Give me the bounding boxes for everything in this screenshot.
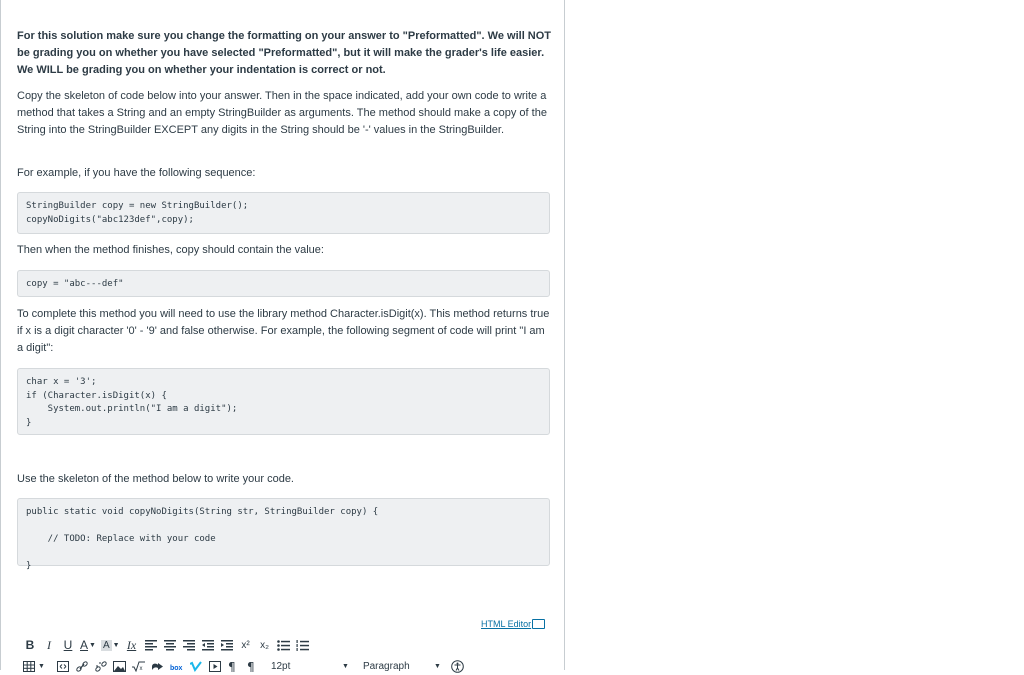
html-editor-label: HTML Editor: [481, 619, 532, 629]
italic-button[interactable]: I: [47, 637, 51, 652]
underline-button[interactable]: U: [63, 638, 73, 652]
instruction-copy-skeleton: Copy the skeleton of code below into your answer. Then in the space indicated, add your own code to write a method that takes a String and an empty StringBuilder as arguments. The method should make a copy of the String into the StringBuilder EXCEPT any digits in the String should be '-' values in the StringBuilder.: [17, 90, 547, 136]
superscript-button[interactable]: x²: [241, 639, 250, 651]
outdent-icon: [202, 640, 214, 651]
rtl-button[interactable]: [246, 658, 260, 674]
svg-text:¶: ¶: [246, 660, 255, 672]
align-right-icon: [183, 640, 195, 651]
image-button[interactable]: [113, 658, 127, 674]
instruction-skeleton: Use the skeleton of the method below to write your code.: [17, 473, 294, 485]
code-method-skeleton: public static void copyNoDigits(String str, StringBuilder copy) { // TODO: Replace with your code }: [17, 498, 550, 566]
link-button[interactable]: [75, 658, 89, 674]
html-editor-link[interactable]: [481, 619, 545, 630]
outdent-button[interactable]: [201, 637, 215, 653]
background-color-button[interactable]: [101, 637, 120, 653]
subscript-button[interactable]: x₂: [260, 639, 269, 651]
numbered-list-button[interactable]: [296, 637, 310, 653]
box-button[interactable]: [170, 658, 184, 674]
ltr-button[interactable]: [227, 658, 241, 674]
indent-icon: [221, 640, 233, 651]
block-format-value: Paragraph: [362, 660, 410, 672]
svg-text:box: box: [169, 664, 183, 672]
chevron-down-icon: ▼: [89, 641, 96, 649]
numbered-list-icon: [296, 640, 309, 651]
youtube-button[interactable]: [208, 658, 222, 674]
chevron-down-icon: ▼: [342, 662, 349, 670]
font-color-button[interactable]: [80, 637, 96, 653]
keyboard-icon: [532, 619, 545, 629]
align-center-icon: [164, 640, 176, 651]
align-center-button[interactable]: [163, 637, 177, 653]
instruction-isdigit: To complete this method you will need to use the library method Character.isDigit(x). This method returns true if x is a digit character '0' - '9' and false otherwise. For example, the following segment of code will print "I am a digit":: [17, 308, 550, 354]
clear-formatting-button[interactable]: Ix: [126, 637, 137, 652]
svg-text:x: x: [139, 665, 143, 672]
code-isdigit-example: char x = '3'; if (Character.isDigit(x) { System.out.println("I am a digit"); }: [17, 368, 550, 435]
instruction-result: Then when the method finishes, copy should contain the value:: [17, 244, 324, 256]
instruction-example: For example, if you have the following sequence:: [17, 167, 256, 179]
code-example-call: StringBuilder copy = new StringBuilder(); copyNoDigits("abc123def",copy);: [17, 192, 550, 234]
accessibility-checker-button[interactable]: [451, 658, 465, 674]
bullet-list-icon: [277, 640, 290, 651]
chevron-down-icon: ▼: [112, 641, 120, 649]
lti-tool-button[interactable]: [151, 658, 165, 674]
instruction-preformatted: For this solution make sure you change the formatting on your answer to "Preformatted". We will NOT be grading you on whether you have selected "Preformatted", but it will make the grader's life easier. We WILL be grading you on whether your indentation is correct or not.: [17, 30, 552, 76]
embed-button[interactable]: [56, 658, 70, 674]
align-left-icon: [145, 640, 157, 651]
unlink-button[interactable]: [94, 658, 108, 674]
chevron-down-icon: ▼: [38, 662, 45, 670]
code-expected-value: copy = "abc---def": [17, 270, 550, 297]
bold-button[interactable]: B: [25, 638, 35, 652]
font-color-icon: A: [80, 638, 89, 652]
background-color-icon: A: [102, 639, 110, 651]
chevron-down-icon: ▼: [434, 662, 441, 670]
equation-button[interactable]: [132, 658, 146, 674]
align-left-button[interactable]: [144, 637, 158, 653]
svg-text:¶: ¶: [227, 660, 236, 672]
table-button[interactable]: [23, 658, 45, 674]
accessibility-icon: [451, 660, 464, 673]
editor-toolbar-row2: [23, 657, 470, 675]
align-right-button[interactable]: [182, 637, 196, 653]
font-size-value: 12pt: [270, 660, 291, 672]
editor-toolbar-row1: [23, 636, 315, 654]
indent-button[interactable]: [220, 637, 234, 653]
bullet-list-button[interactable]: [277, 637, 291, 653]
vimeo-button[interactable]: [189, 658, 203, 674]
